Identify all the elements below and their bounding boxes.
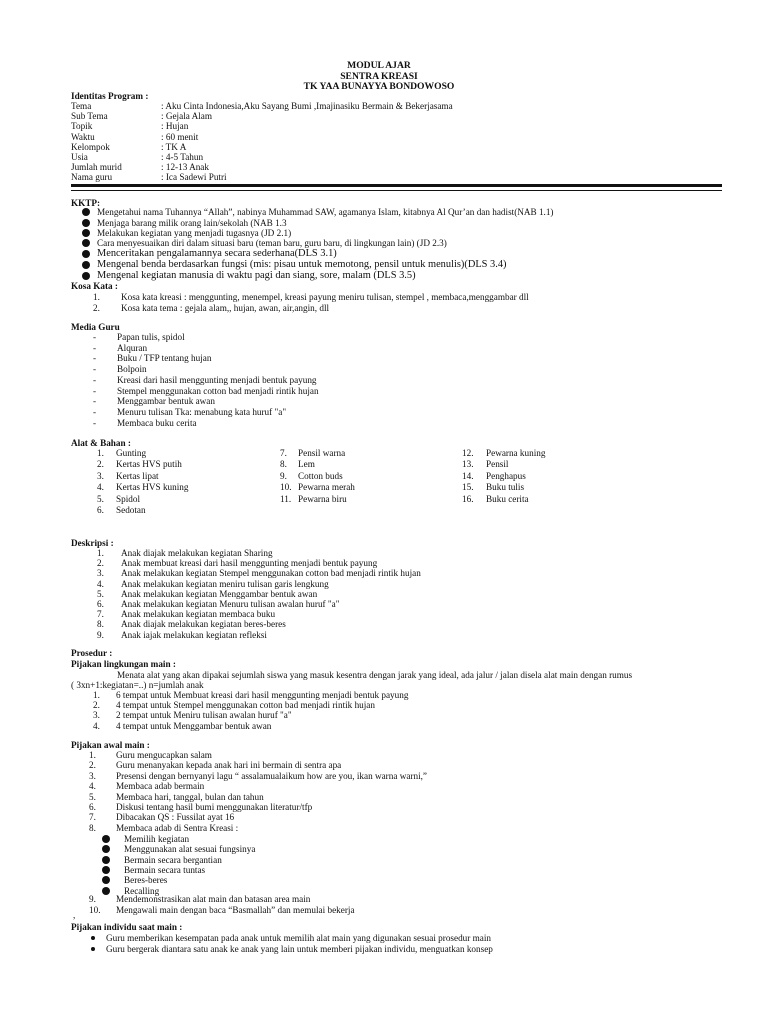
alat-number: 7. — [280, 448, 287, 458]
deskripsi-number: 6. — [97, 599, 104, 609]
adab-item: Menggunakan alat sesuai fungsinya — [124, 844, 256, 855]
deskripsi-heading: Deskripsi : — [71, 538, 114, 548]
identitas-label: Jumlah murid — [71, 162, 122, 173]
alat-item: Buku cerita — [486, 493, 529, 504]
identitas-value: : TK A — [161, 141, 187, 152]
deskripsi-number: 5. — [97, 588, 104, 599]
title-line-1: MODUL AJAR — [347, 60, 411, 71]
deskripsi-item: Anak iajak melakukan kegiatan refleksi — [121, 629, 267, 640]
adab-bullet-icon — [102, 887, 110, 895]
awal-number: 3. — [89, 770, 96, 781]
deskripsi-number: 1. — [97, 548, 104, 558]
alat-item: Sedotan — [116, 505, 146, 515]
kktp-heading: KKTP: — [71, 198, 101, 208]
alat-bahan-heading: Alat & Bahan : — [71, 438, 131, 448]
alat-number: 12. — [462, 448, 474, 458]
alat-number: 4. — [97, 482, 104, 493]
stray-comma: , — [73, 910, 76, 920]
prosedur-heading: Prosedur : — [71, 648, 113, 658]
alat-item: Lem — [298, 459, 315, 470]
awal-item: Mengawali main dengan baca “Basmallah” dan memulai bekerja — [116, 905, 355, 915]
alat-item: Pensil warna — [298, 448, 346, 458]
alat-number: 16. — [462, 493, 474, 504]
alat-number: 13. — [462, 459, 474, 470]
kosa-kata-heading: Kosa Kata : — [71, 281, 118, 291]
kktp-bullet-icon — [82, 250, 90, 258]
identitas-value: : Ica Sadewi Putri — [161, 172, 227, 183]
identitas-label: Usia — [71, 152, 88, 162]
dash-marker: - — [93, 396, 97, 407]
alat-number: 9. — [280, 470, 287, 481]
adab-bullet-icon — [102, 876, 110, 884]
deskripsi-number: 7. — [97, 609, 104, 620]
identitas-value: : Hujan — [161, 121, 189, 132]
kktp-bullet-icon — [82, 239, 90, 247]
alat-item: Kertas HVS putih — [116, 459, 182, 470]
dash-marker: - — [93, 342, 97, 353]
adab-item: Bermain secara bergantian — [124, 854, 222, 865]
identitas-value: : Gejala Alam — [161, 111, 213, 122]
awal-number: 1. — [89, 750, 96, 760]
adab-item: Beres-beres — [124, 875, 168, 886]
alat-item: Penghapus — [486, 470, 526, 481]
alat-number: 5. — [97, 493, 104, 504]
media-guru-item: Kreasi dari hasil menggunting menjadi bentuk payung — [117, 374, 317, 385]
adab-item: Memilih kegiatan — [124, 834, 190, 844]
deskripsi-item: Anak membuat kreasi dari hasil menggunting menjadi bentuk payung — [121, 558, 378, 569]
lingkungan-number: 2. — [93, 700, 100, 711]
dash-marker: - — [93, 406, 97, 417]
awal-item: Membaca adab bermain — [116, 781, 205, 792]
alat-number: 11. — [280, 493, 292, 504]
identitas-label: Waktu — [71, 131, 95, 142]
alat-item: Pewarna biru — [298, 493, 347, 504]
deskripsi-item: Anak melakukan kegiatan Menggambar bentuk awan — [121, 588, 318, 599]
identitas-label: Tema — [71, 101, 92, 111]
alat-number: 14. — [462, 470, 474, 481]
dash-marker: - — [93, 385, 97, 396]
awal-number: 9. — [89, 894, 96, 904]
kktp-item: Menceritakan pengalamannya secara sederhana(DLS 3.1) — [97, 248, 337, 259]
identitas-value: : 12-13 Anak — [161, 162, 209, 173]
deskripsi-item: Anak diajak melakukan kegiatan Sharing — [121, 548, 273, 558]
alat-item: Gunting — [116, 448, 147, 458]
dash-marker: - — [93, 374, 97, 385]
pijakan-lingkungan-formula: ( 3xn+1:kegiatan=..) n=jumlah anak — [71, 680, 204, 690]
alat-item: Pewarna kuning — [486, 448, 546, 458]
awal-number: 5. — [89, 791, 96, 802]
awal-number: 10. — [89, 905, 101, 915]
adab-item: Recalling — [124, 885, 160, 896]
alat-item: Pewarna merah — [298, 482, 355, 493]
kktp-item: Menjaga barang milik orang lain/sekolah (NAB 1.3 — [97, 218, 287, 228]
identitas-label: Kelompok — [71, 141, 110, 152]
identitas-value: : 60 menit — [161, 131, 199, 142]
individu-item: Guru memberikan kesempatan pada anak untuk memilih alat main yang digunakan sesuai prosedur main — [106, 933, 491, 943]
awal-number: 2. — [89, 760, 96, 771]
kktp-item: Mengenal kegiatan manusia di waktu pagi dan siang, sore, malam (DLS 3.5) — [97, 270, 416, 281]
adab-bullet-icon — [102, 845, 110, 853]
title-line-2: SENTRA KREASI — [340, 70, 418, 82]
identitas-value: : 4-5 Tahun — [161, 152, 204, 162]
identitas-label: Topik — [71, 121, 93, 132]
adab-bullet-icon — [102, 866, 110, 874]
title-line-3: TK YAA BUNAYYA BONDOWOSO — [303, 81, 455, 93]
individu-bullet-icon — [91, 947, 95, 951]
pijakan-lingkungan-paragraph: Menata alat yang akan dipakai sejumlah siswa yang masuk kesentra dengan jarak yang ideal, ada jalur / jalan disela alat main dengan rumus — [117, 670, 633, 680]
identitas-heading: Identitas Program : — [71, 91, 149, 101]
alat-item: Spidol — [116, 493, 140, 504]
alat-item: Pensil — [486, 459, 509, 470]
awal-item: Mendemonstrasikan alat main dan batasan area main — [116, 894, 311, 904]
dash-marker: - — [93, 364, 97, 375]
lingkungan-item: 6 tempat untuk Membuat kreasi dari hasil menggunting menjadi bentuk payung — [116, 690, 409, 700]
individu-bullet-icon — [91, 936, 95, 940]
lingkungan-number: 4. — [93, 720, 100, 731]
media-guru-item: Menggambar bentuk awan — [117, 396, 215, 407]
lingkungan-item: 4 tempat untuk Menggambar bentuk awan — [116, 720, 272, 731]
media-guru-item: Menuru tulisan Tka: menabung kata huruf "a" — [117, 406, 287, 417]
deskripsi-item: Anak diajak melakukan kegiatan beres-beres — [121, 619, 286, 630]
alat-item: Cotton buds — [298, 470, 343, 481]
awal-number: 6. — [89, 802, 96, 812]
awal-item: Presensi dengan bernyanyi lagu “ assalamualaikum how are you, ikan warna warni,” — [116, 770, 427, 781]
pijakan-lingkungan-heading: Pijakan lingkungan main : — [71, 659, 176, 669]
kosa-kata-item: Kosa kata tema : gejala alam,, hujan, awan, air,angin, dll — [121, 303, 330, 313]
deskripsi-item: Anak melakukan kegiatan meniru tulisan garis lengkung — [121, 578, 329, 589]
awal-item: Guru mengucapkan salam — [116, 750, 212, 760]
alat-item: Kertas lipat — [116, 470, 159, 481]
kktp-bullet-icon — [82, 272, 90, 280]
dash-marker: - — [93, 353, 97, 364]
deskripsi-item: Anak melakukan kegiatan membaca buku — [121, 609, 276, 620]
adab-bullet-icon — [102, 835, 110, 843]
identitas-label: Nama guru — [71, 172, 113, 183]
adab-bullet-icon — [102, 856, 110, 864]
deskripsi-item: Anak melakukan kegiatan Stempel menggunakan cotton bad menjadi rintik hujan — [121, 568, 421, 579]
individu-item: Guru bergerak diantara satu anak ke anak yang lain untuk memberi pijakan individu, menguatkan konsep — [106, 943, 493, 954]
kktp-item: Melakukan kegiatan yang menjadi tugasnya (JD 2.1) — [97, 228, 292, 238]
alat-number: 1. — [97, 448, 104, 458]
identitas-label: Sub Tema — [71, 111, 108, 122]
dash-marker: - — [93, 417, 97, 428]
kosa-kata-number: 1. — [93, 292, 100, 302]
lingkungan-number: 3. — [93, 710, 100, 721]
awal-item: Membaca adab di Sentra Kreasi : — [116, 822, 239, 833]
kosa-kata-number: 2. — [93, 303, 100, 313]
divider-thin — [71, 190, 722, 191]
dash-marker: - — [93, 332, 97, 342]
kktp-item: Cara menyesuaikan diri dalam situasi baru (teman baru, guru baru, di lingkungan lain) (JD 2.3) — [97, 238, 447, 248]
alat-item: Kertas HVS kuning — [116, 482, 189, 493]
awal-item: Diskusi tentang hasil bumi menggunakan literatur/tfp — [116, 802, 313, 812]
alat-number: 3. — [97, 470, 104, 481]
awal-number: 8. — [89, 822, 96, 833]
awal-item: Dibacakan QS : Fussilat ayat 16 — [116, 812, 235, 823]
lingkungan-number: 1. — [93, 690, 100, 700]
document-title — [0, 61, 768, 93]
kktp-bullet-icon — [82, 219, 90, 227]
media-guru-item: Stempel menggunakan cotton bad menjadi rintik hujan — [117, 385, 319, 396]
awal-item: Guru menanyakan kepada anak hari ini bermain di sentra apa — [116, 760, 342, 771]
alat-number: 10. — [280, 482, 292, 493]
alat-number: 2. — [97, 459, 104, 470]
pijakan-awal-heading: Pijakan awal main : — [71, 740, 150, 750]
deskripsi-number: 8. — [97, 619, 104, 630]
alat-number: 6. — [97, 505, 104, 515]
identitas-value: : Aku Cinta Indonesia,Aku Sayang Bumi ,Imajinasiku Bermain & Bekerjasama — [161, 101, 453, 111]
deskripsi-number: 2. — [97, 558, 104, 569]
adab-item: Bermain secara tuntas — [124, 864, 206, 875]
lingkungan-item: 2 tempat untuk Meniru tulisan awalan huruf "a" — [116, 710, 292, 721]
divider-thick — [71, 184, 722, 187]
kktp-bullet-icon — [82, 229, 90, 237]
media-guru-item: Bolpoin — [117, 364, 147, 375]
lingkungan-item: 4 tempat untuk Stempel menggunakan cotton bad menjadi rintik hujan — [116, 700, 375, 711]
kktp-item: Mengenal benda berdasarkan fungsi (mis: pisau untuk memotong, pensil untuk menulis)(DLS 3.4) — [97, 259, 507, 270]
media-guru-item: Alquran — [117, 342, 148, 353]
kosa-kata-item: Kosa kata kreasi : menggunting, menempel, kreasi payung meniru tulisan, stempel , membaca,menggambar dll — [121, 292, 529, 302]
media-guru-item: Papan tulis, spidol — [117, 332, 185, 342]
alat-item: Buku tulis — [486, 482, 525, 493]
media-guru-heading: Media Guru — [71, 322, 120, 332]
awal-item: Membaca hari, tanggal, bulan dan tahun — [116, 791, 264, 802]
deskripsi-item: Anak melakukan kegiatan Menuru tulisan awalan huruf "a" — [121, 599, 340, 609]
kktp-item: Mengetahui nama Tuhannya “Allah”, nabinya Muhammad SAW, agamanya Islam, kitabnya Al Qur’an dan hadist(NAB 1.1) — [97, 207, 554, 217]
awal-number: 4. — [89, 781, 96, 792]
pijakan-individu-heading: Pijakan individu saat main : — [71, 922, 183, 932]
kktp-bullet-icon — [82, 261, 90, 269]
alat-number: 8. — [280, 459, 287, 470]
deskripsi-number: 9. — [97, 629, 104, 640]
media-guru-item: Buku / TFP tentang hujan — [117, 353, 212, 364]
awal-number: 7. — [89, 812, 96, 823]
deskripsi-number: 4. — [97, 578, 104, 589]
kktp-bullet-icon — [82, 208, 90, 216]
media-guru-item: Membaca buku cerita — [117, 417, 197, 428]
deskripsi-number: 3. — [97, 568, 104, 579]
alat-number: 15. — [462, 482, 474, 493]
